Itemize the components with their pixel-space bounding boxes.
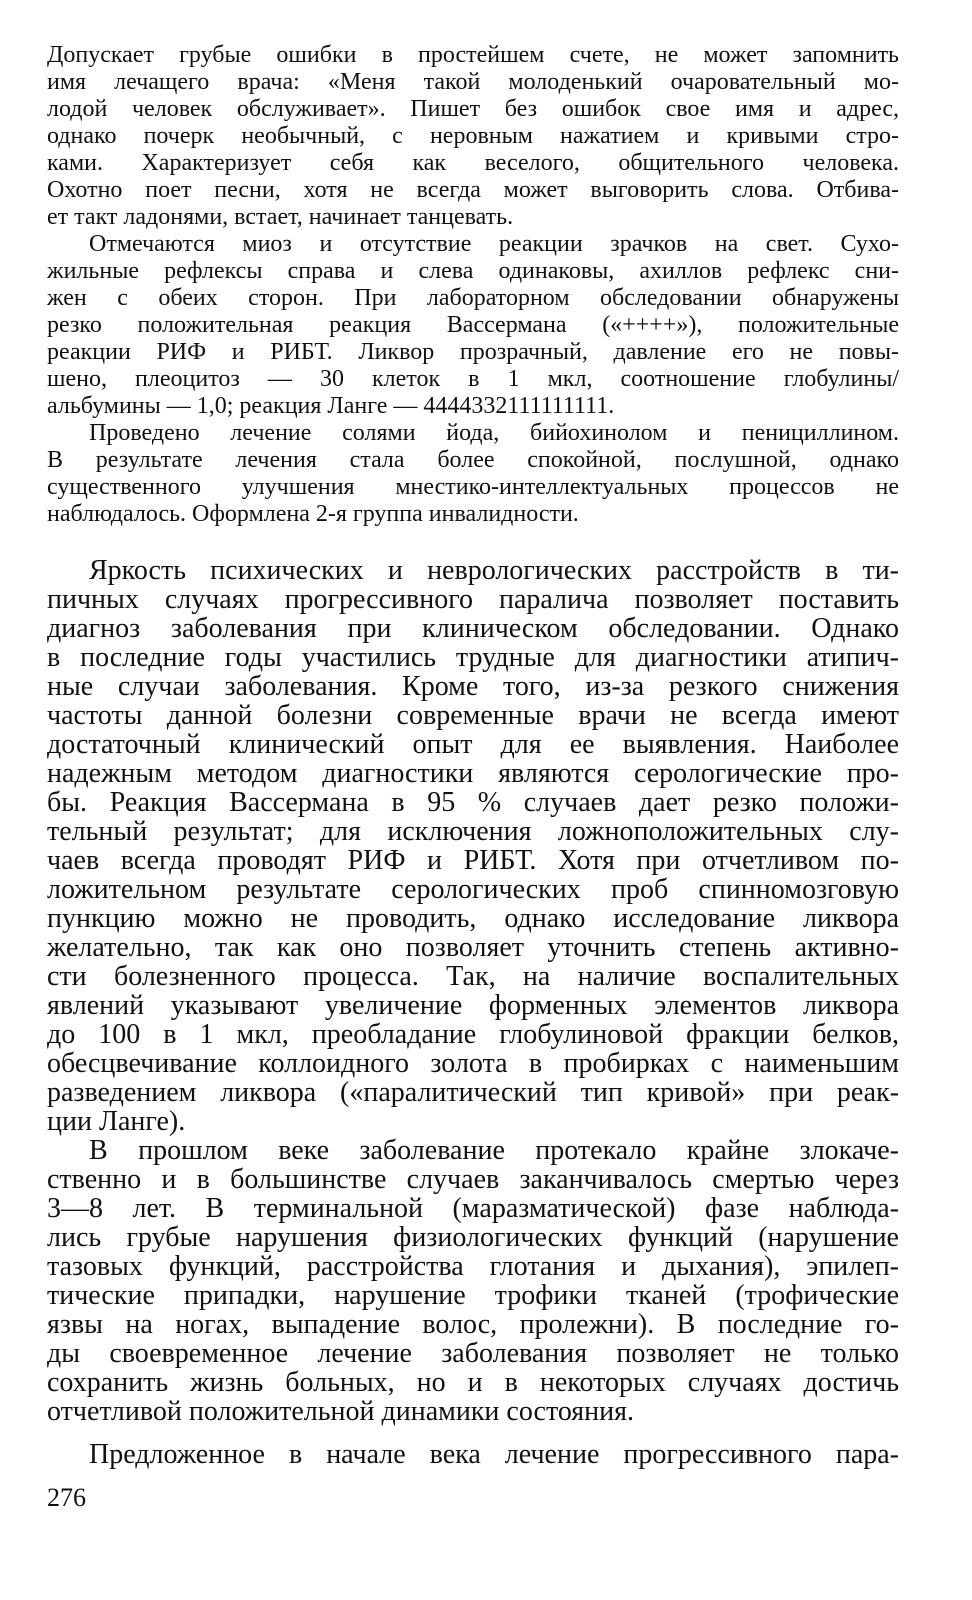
text-line: жильные рефлексы справа и слева одинаковы, ахиллов рефлекс сни- [47, 258, 899, 284]
text-line: реакции РИФ и РИБТ. Ликвор прозрачный, давление его не повы- [47, 339, 899, 365]
text-line: 3—8 лет. В терминальной (маразматической) фазе наблюда- [47, 1193, 899, 1224]
text-line: В результате лечения стала более спокойной, послушной, однако [47, 447, 899, 473]
text-line: надежным методом диагностики являются серологические про- [47, 758, 899, 789]
text-line: ками. Характеризует себя как веселого, общительного человека. [47, 150, 899, 176]
page-number: 276 [47, 1483, 86, 1512]
text-line: ции Ланге). [47, 1106, 186, 1137]
text-line: ет такт ладонями, встает, начинает танцевать. [47, 204, 514, 230]
text-line: частоты данной болезни современные врачи не всегда имеют [47, 700, 899, 731]
text-line: достаточный клинический опыт для ее выявления. Наиболее [47, 729, 899, 760]
text-line: однако почерк необычный, с неровным нажатием и кривыми стро- [47, 123, 899, 149]
text-line: ложительном результате серологических проб спинномозговую [47, 874, 899, 905]
text-line: сти болезненного процесса. Так, на наличие воспалительных [47, 961, 899, 992]
text-line: наблюдалось. Оформлена 2-я группа инвалидности. [47, 501, 579, 527]
text-line: лись грубые нарушения физиологических функций (нарушение [47, 1222, 899, 1253]
text-line: тазовых функций, расстройства глотания и дыхания), эпилеп- [47, 1251, 899, 1282]
text-line: ственно и в большинстве случаев заканчивалось смертью через [47, 1164, 899, 1195]
text-line: Охотно поет песни, хотя не всегда может выговорить слова. Отбива- [47, 177, 899, 203]
text-line: обесцвечивание коллоидного золота в пробирках с наименьшим [47, 1048, 899, 1079]
text-line: желательно, так как оно позволяет уточнить степень активно- [47, 932, 899, 963]
text-line: Яркость психических и неврологических расстройств в ти- [89, 555, 899, 586]
text-line: в последние годы участились трудные для диагностики атипич- [47, 642, 899, 673]
text-line: альбумины — 1,0; реакция Ланге — 4444332111111111. [47, 393, 615, 419]
text-line: ные случаи заболевания. Кроме того, из-за резкого снижения [47, 671, 899, 702]
text-line: имя лечащего врача: «Меня такой молоденький очаровательный мо- [47, 69, 899, 95]
text-line: Предложенное в начале века лечение прогрессивного пара- [89, 1439, 899, 1470]
text-line: пункцию можно не проводить, однако исследование ликвора [47, 903, 899, 934]
text-line: ды своевременное лечение заболевания позволяет не только [47, 1338, 899, 1369]
text-line: существенного улучшения мнестико-интеллектуальных процессов не [47, 474, 899, 500]
text-line: резко положительная реакция Вассермана («++++»), положительные [47, 312, 899, 338]
text-line: пичных случаях прогрессивного паралича позволяет поставить [47, 584, 899, 615]
text-line: тические припадки, нарушение трофики тканей (трофические [47, 1280, 899, 1311]
text-line: сохранить жизнь больных, но и в некоторых случаях достичь [47, 1367, 899, 1398]
text-line: В прошлом веке заболевание протекало крайне злокаче- [89, 1135, 899, 1166]
text-line: разведением ликвора («паралитический тип кривой» при реак- [47, 1077, 899, 1108]
text-line: лодой человек обслуживает». Пишет без ошибок свое имя и адрес, [47, 96, 899, 122]
text-line: отчетливой положительной динамики состояния. [47, 1396, 635, 1427]
text-line: Проведено лечение солями йода, бийохинолом и пенициллином. [89, 420, 899, 446]
text-line: тельный результат; для исключения ложноположительных слу- [47, 816, 899, 847]
text-line: Допускает грубые ошибки в простейшем счете, не может запомнить [47, 42, 899, 68]
text-line: язвы на ногах, выпадение волос, пролежни). В последние го- [47, 1309, 899, 1340]
text-line: Отмечаются миоз и отсутствие реакции зрачков на свет. Сухо- [89, 231, 899, 257]
text-line: до 100 в 1 мкл, преобладание глобулиновой фракции белков, [47, 1019, 899, 1050]
text-line: чаев всегда проводят РИФ и РИБТ. Хотя при отчетливом по- [47, 845, 899, 876]
text-line: шено, плеоцитоз — 30 клеток в 1 мкл, соотношение глобулины/ [47, 366, 899, 392]
text-line: жен с обеих сторон. При лабораторном обследовании обнаружены [47, 285, 899, 311]
text-line: бы. Реакция Вассермана в 95 % случаев дает резко положи- [47, 787, 899, 818]
text-line: диагноз заболевания при клиническом обследовании. Однако [47, 613, 899, 644]
text-line: явлений указывают увеличение форменных элементов ликвора [47, 990, 899, 1021]
